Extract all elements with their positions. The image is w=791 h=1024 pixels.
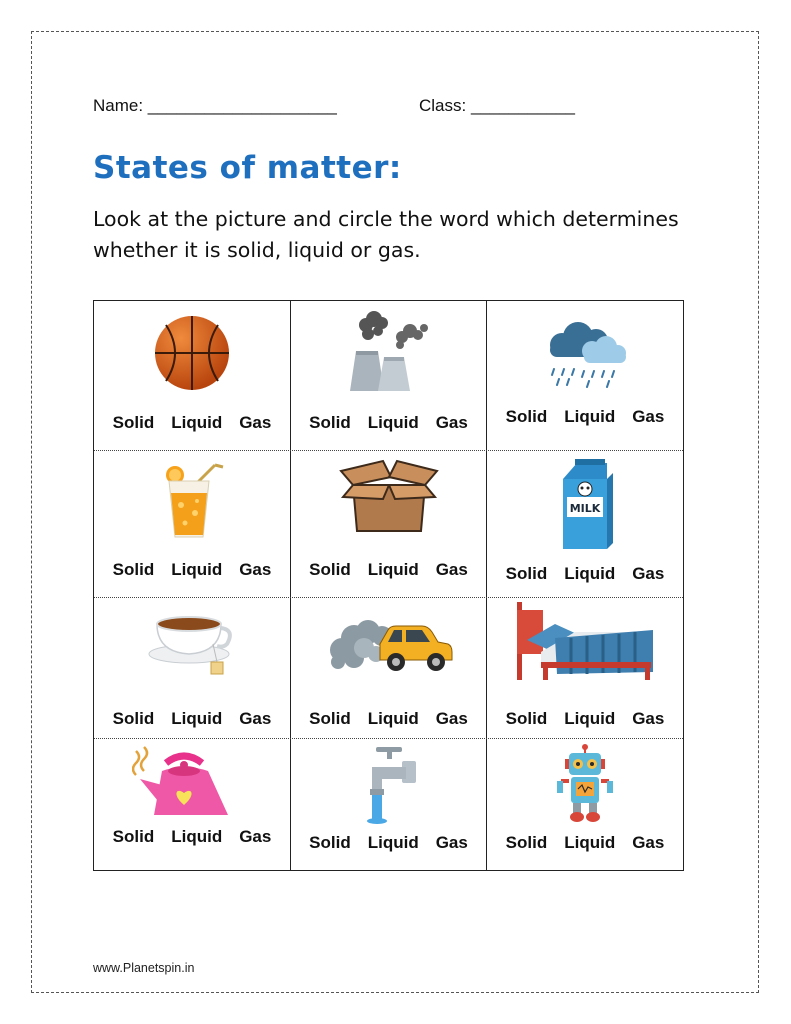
rain-cloud-icon <box>487 319 683 389</box>
car-exhaust-icon <box>291 604 486 680</box>
robot-toy-icon <box>487 743 683 823</box>
option-solid[interactable]: Solid <box>112 560 155 579</box>
option-gas[interactable]: Gas <box>435 413 468 432</box>
option-gas[interactable]: Gas <box>435 560 468 579</box>
option-solid[interactable]: Solid <box>112 827 155 846</box>
worksheet-grid <box>93 300 684 871</box>
answer-options <box>487 564 683 584</box>
milk-carton-icon <box>487 457 683 551</box>
answer-options <box>291 833 486 853</box>
option-gas[interactable]: Gas <box>435 833 468 852</box>
option-solid[interactable]: Solid <box>112 413 155 432</box>
option-solid[interactable]: Solid <box>112 709 155 728</box>
name-field[interactable]: Name: ____________________ <box>93 96 337 115</box>
option-liquid[interactable]: Liquid <box>171 709 223 728</box>
option-liquid[interactable]: Liquid <box>171 560 223 579</box>
answer-options <box>487 407 683 427</box>
option-liquid[interactable]: Liquid <box>171 827 223 846</box>
option-gas[interactable]: Gas <box>239 560 272 579</box>
item-cell <box>94 739 290 870</box>
option-gas[interactable]: Gas <box>632 407 665 426</box>
option-liquid[interactable]: Liquid <box>367 560 419 579</box>
option-gas[interactable]: Gas <box>239 827 272 846</box>
option-solid[interactable]: Solid <box>505 833 548 852</box>
instruction-text: Look at the picture and circle the word which determines whether it is solid, liquid or gas. <box>93 207 679 262</box>
option-gas[interactable]: Gas <box>632 709 665 728</box>
item-cell <box>291 451 486 597</box>
kettle-icon <box>94 745 290 821</box>
milk-carton-label: MILK <box>569 502 601 515</box>
item-cell <box>291 301 486 450</box>
option-solid[interactable]: Solid <box>505 709 548 728</box>
cardboard-box-icon <box>291 455 486 535</box>
answer-options <box>94 827 290 847</box>
option-liquid[interactable]: Liquid <box>564 709 616 728</box>
answer-options <box>291 709 486 729</box>
option-solid[interactable]: Solid <box>309 560 351 579</box>
option-gas[interactable]: Gas <box>632 833 665 852</box>
worksheet-title: States of matter: <box>93 150 402 186</box>
item-cell <box>487 451 683 597</box>
class-field[interactable]: Class: ___________ <box>419 96 575 115</box>
option-solid[interactable]: Solid <box>505 564 548 583</box>
option-liquid[interactable]: Liquid <box>564 833 616 852</box>
option-liquid[interactable]: Liquid <box>564 564 616 583</box>
answer-options <box>94 413 290 433</box>
item-cell <box>94 598 290 738</box>
answer-options <box>487 709 683 729</box>
option-gas[interactable]: Gas <box>632 564 665 583</box>
option-gas[interactable]: Gas <box>239 413 272 432</box>
item-cell <box>487 739 683 870</box>
item-cell <box>94 301 290 450</box>
option-liquid[interactable]: Liquid <box>367 413 419 432</box>
tea-cup-icon <box>94 606 290 676</box>
item-cell <box>291 739 486 870</box>
option-liquid[interactable]: Liquid <box>367 833 419 852</box>
water-tap-icon <box>291 745 486 825</box>
item-cell <box>94 451 290 597</box>
option-solid[interactable]: Solid <box>309 413 351 432</box>
option-gas[interactable]: Gas <box>239 709 272 728</box>
answer-options <box>291 560 486 580</box>
option-liquid[interactable]: Liquid <box>564 407 616 426</box>
item-cell <box>291 598 486 738</box>
answer-options <box>94 709 290 729</box>
factory-smoke-icon <box>291 307 486 391</box>
answer-options <box>487 833 683 853</box>
answer-options <box>94 560 290 580</box>
item-cell <box>487 598 683 738</box>
basketball-icon <box>94 313 290 393</box>
option-gas[interactable]: Gas <box>435 709 468 728</box>
bed-icon <box>487 600 683 682</box>
footer-url: www.Planetspin.in <box>93 961 195 975</box>
option-solid[interactable]: Solid <box>505 407 548 426</box>
option-liquid[interactable]: Liquid <box>367 709 419 728</box>
answer-options <box>291 413 486 433</box>
option-solid[interactable]: Solid <box>309 833 351 852</box>
option-liquid[interactable]: Liquid <box>171 413 223 432</box>
item-cell <box>487 301 683 450</box>
orange-juice-glass-icon <box>94 461 290 541</box>
option-solid[interactable]: Solid <box>309 709 351 728</box>
